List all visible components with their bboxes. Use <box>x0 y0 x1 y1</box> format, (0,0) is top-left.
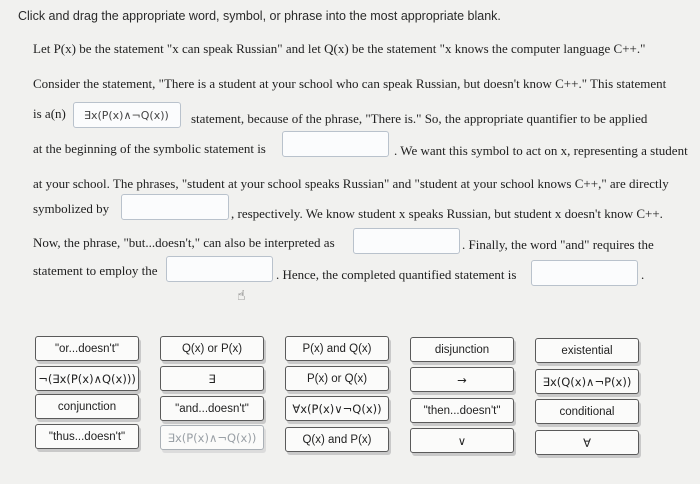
answer-blank-1-value: ∃x(P(x)∧¬Q(x)) <box>84 108 169 122</box>
chip-exists-q-and-not-p[interactable] <box>535 369 639 394</box>
passage-line-3a: is a(n) <box>33 106 66 121</box>
mouse-cursor-icon: ☝ <box>237 288 246 304</box>
passage-line-5: at your school. The phrases, "student at your school speaks Russian" and "student at your school knows C++," are directly <box>33 176 669 191</box>
passage-line-8c: . <box>641 267 645 282</box>
passage-line-7b: . Finally, the word "and" requires the <box>462 237 654 252</box>
answer-blank-1[interactable] <box>73 102 181 128</box>
passage-line-6a: symbolized by <box>33 201 110 216</box>
chip-conjunction[interactable]: conjunction <box>35 394 139 419</box>
chip-forall-symbol-label: ∀ <box>583 435 591 450</box>
passage-line-3b: statement, because of the phrase, "There is." So, the appropriate quantifier to be applied <box>191 111 648 126</box>
chip-conditional[interactable]: conditional <box>535 399 639 424</box>
chip-q-and-p[interactable]: Q(x) and P(x) <box>285 427 389 452</box>
answer-blank-3[interactable] <box>121 194 229 220</box>
chip-exists-symbol-label: ∃ <box>208 371 216 386</box>
chip-or-symbol[interactable] <box>410 428 514 453</box>
passage-line-2: Consider the statement, "There is a student at your school who can speak Russian, but doesn't know C++." This statement <box>33 76 667 91</box>
chip-q-or-p[interactable]: Q(x) or P(x) <box>160 336 264 361</box>
chip-forall-p-or-not-q-label: ∀x(P(x)∨¬Q(x)) <box>292 401 382 416</box>
answer-blank-4[interactable] <box>353 228 460 254</box>
chip-not-exists-p-and-q[interactable] <box>35 366 139 391</box>
chip-exists-p-and-not-q-used[interactable] <box>160 425 264 450</box>
chip-p-and-q[interactable]: P(x) and Q(x) <box>285 336 389 361</box>
chip-then-doesnt[interactable]: "then...doesn't" <box>410 398 514 423</box>
passage-line-1: Let P(x) be the statement "x can speak Russian" and let Q(x) be the statement "x knows the computer language C++." <box>33 41 646 56</box>
chip-exists-q-and-not-p-label: ∃x(Q(x)∧¬P(x)) <box>542 374 632 389</box>
passage-line-7a: Now, the phrase, "but...doesn't," can also be interpreted as <box>33 235 335 250</box>
chip-disjunction[interactable]: disjunction <box>410 337 514 362</box>
chip-exists-symbol[interactable] <box>160 366 264 391</box>
passage-line-4b: . We want this symbol to act on x, representing a student <box>394 143 688 158</box>
passage-line-8b: . Hence, the completed quantified statement is <box>276 267 517 282</box>
answer-blank-2[interactable] <box>282 131 389 157</box>
chip-implies-arrow-label: → <box>457 372 467 387</box>
chip-forall-symbol[interactable] <box>535 430 639 455</box>
chip-or-doesnt[interactable]: "or...doesn't" <box>35 336 139 361</box>
chip-not-exists-p-and-q-label: ¬(∃x(P(x)∧Q(x))) <box>38 371 136 386</box>
chip-forall-p-or-not-q[interactable] <box>285 396 389 421</box>
chip-exists-p-and-not-q-label: ∃x(P(x)∧¬Q(x)) <box>167 430 257 445</box>
chip-p-or-q[interactable]: P(x) or Q(x) <box>285 366 389 391</box>
answer-blank-6[interactable] <box>531 260 638 286</box>
chip-and-doesnt[interactable]: "and...doesn't" <box>160 396 264 421</box>
chip-existential[interactable]: existential <box>535 338 639 363</box>
chip-implies-arrow[interactable] <box>410 367 514 392</box>
instruction-text: Click and drag the appropriate word, symbol, or phrase into the most appropriate blank. <box>18 9 501 23</box>
chip-or-symbol-label: ∨ <box>457 433 467 448</box>
answer-blank-5[interactable] <box>166 256 273 282</box>
passage-line-6b: , respectively. We know student x speaks Russian, but student x doesn't know C++. <box>231 206 663 221</box>
passage-line-4a: at the beginning of the symbolic statement is <box>33 141 266 156</box>
chip-thus-doesnt[interactable]: "thus...doesn't" <box>35 424 139 449</box>
passage-line-8a: statement to employ the <box>33 263 158 278</box>
